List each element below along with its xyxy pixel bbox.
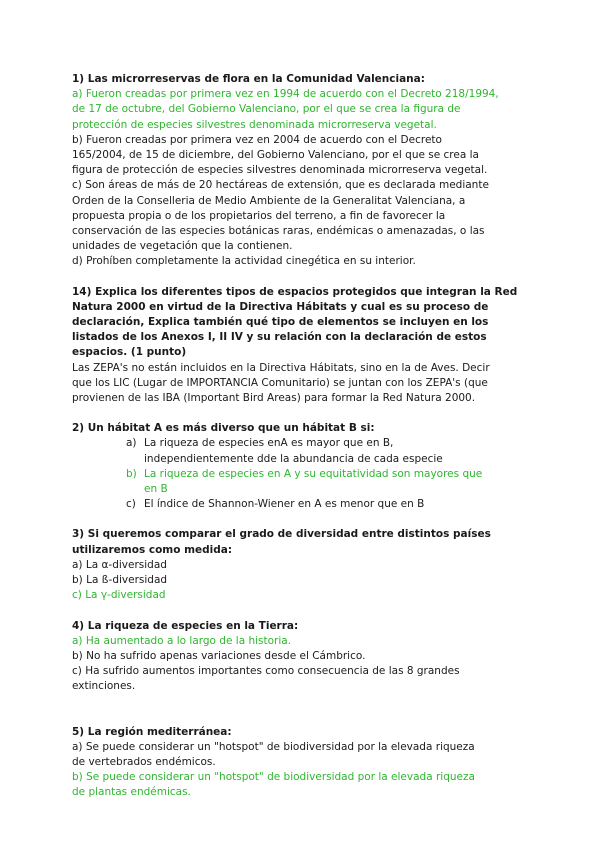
question-1-title: 1) Las microrreservas de flora en la Comunidad Valenciana:: [72, 73, 425, 85]
question-5: [72, 725, 532, 801]
question-1-option-b: [72, 133, 532, 179]
option-text: [144, 497, 516, 512]
text-line: b) Se puede considerar un "hotspot" de biodiversidad por la elevada riqueza: [72, 771, 475, 784]
question-4: [72, 619, 532, 695]
question-2-option-a: [72, 436, 532, 466]
question-4-option-c: [72, 664, 532, 694]
question-3: [72, 527, 532, 603]
question-1-option-d: d) Prohíben completamente la actividad cinegética en su interior.: [72, 255, 416, 268]
question-3-option-a: a) La α-diversidad: [72, 558, 167, 571]
text-line: independientemente dde la abundancia de cada especie: [144, 452, 443, 465]
text-line: conservación de las especies botánicas raras, endémicas o amenazadas, o las: [72, 225, 485, 238]
question-3-option-c: c) La γ-diversidad: [72, 589, 166, 602]
option-label: b): [126, 467, 137, 480]
text-line: de vertebrados endémicos.: [72, 755, 216, 768]
option-text: [144, 467, 516, 497]
option-text: [144, 436, 516, 466]
question-3-option-b: b) La ß-diversidad: [72, 574, 168, 587]
text-line: propuesta propia o de los propietarios del terreno, a fin de favorecer la: [72, 209, 446, 222]
question-2: [72, 421, 532, 512]
question-2-title: 2) Un hábitat A es más diverso que un hábitat B si:: [72, 422, 375, 435]
text-line: Orden de la Conselleria de Medio Ambiente de la Generalitat Valenciana, a: [72, 194, 466, 207]
text-line: 3) Si queremos comparar el grado de diversidad entre distintos países: [72, 528, 491, 541]
text-line: que los LIC (Lugar de IMPORTANCIA Comunitario) se juntan con los ZEPA's (que: [72, 376, 488, 389]
question-2-option-c: [72, 497, 532, 512]
text-line: en B: [144, 483, 168, 496]
text-line: a) Fueron creadas por primera vez en 1994 de acuerdo con el Decreto 218/1994,: [72, 88, 499, 101]
text-line: de plantas endémicas.: [72, 786, 191, 799]
question-2-option-b: [72, 467, 532, 497]
text-line: de 17 de octubre, del Gobierno Valenciano, por el que se crea la figura de: [72, 103, 461, 116]
question-14: [72, 285, 532, 407]
document-page: [72, 72, 532, 801]
text-line: 14) Explica los diferentes tipos de espacios protegidos que integran la Red: [72, 285, 518, 298]
option-label: c): [126, 498, 136, 511]
text-line: listados de los Anexos I, II IV y su relación con la declaración de estos: [72, 331, 487, 344]
option-label: a): [126, 437, 137, 450]
text-line: provienen de las IBA (Important Bird Areas) para formar la Red Natura 2000.: [72, 392, 476, 405]
question-14-title: [72, 285, 532, 361]
text-line: utilizaremos como medida:: [72, 543, 233, 556]
question-14-answer: [72, 361, 532, 407]
text-line: figura de protección de especies silvestres denominada microrreserva vegetal.: [72, 164, 488, 177]
question-5-option-a: [72, 740, 532, 770]
text-line: Las ZEPA's no están incluidos en la Directiva Hábitats, sino en la de Aves. Decir: [72, 361, 490, 374]
question-1-option-a: [72, 87, 532, 133]
text-line: protección de especies silvestres denominada microrreserva vegetal.: [72, 118, 437, 131]
text-line: declaración, Explica también qué tipo de elementos se incluyen en los: [72, 316, 489, 329]
text-line: La riqueza de especies en A y su equitatividad son mayores que: [144, 467, 483, 480]
text-line: b) Fueron creadas por primera vez en 2004 de acuerdo con el Decreto: [72, 133, 442, 146]
question-1: [72, 72, 532, 270]
text-line: extinciones.: [72, 680, 136, 693]
text-line: a) Se puede considerar un "hotspot" de biodiversidad por la elevada riqueza: [72, 740, 475, 753]
question-4-option-a: a) Ha aumentado a lo largo de la historia.: [72, 634, 292, 647]
text-line: espacios. (1 punto): [72, 346, 187, 359]
text-line: 165/2004, de 15 de diciembre, del Gobierno Valenciano, por el que se crea la: [72, 149, 479, 162]
question-4-title: 4) La riqueza de especies en la Tierra:: [72, 619, 299, 632]
question-5-title: 5) La región mediterránea:: [72, 725, 232, 738]
question-4-option-b: b) No ha sufrido apenas variaciones desde el Cámbrico.: [72, 649, 366, 662]
text-line: c) Son áreas de más de 20 hectáreas de extensión, que es declarada mediante: [72, 179, 489, 192]
question-3-title: [72, 527, 532, 557]
text-line: La riqueza de especies enA es mayor que en B,: [144, 437, 394, 450]
text-line: Natura 2000 en virtud de la Directiva Hábitats y cual es su proceso de: [72, 300, 489, 313]
question-1-option-c: [72, 178, 532, 254]
text-line: unidades de vegetación que la contienen.: [72, 240, 293, 253]
question-5-option-b: [72, 770, 532, 800]
text-line: c) Ha sufrido aumentos importantes como consecuencia de las 8 grandes: [72, 665, 460, 678]
text-line: El índice de Shannon-Wiener en A es menor que en B: [144, 498, 425, 511]
